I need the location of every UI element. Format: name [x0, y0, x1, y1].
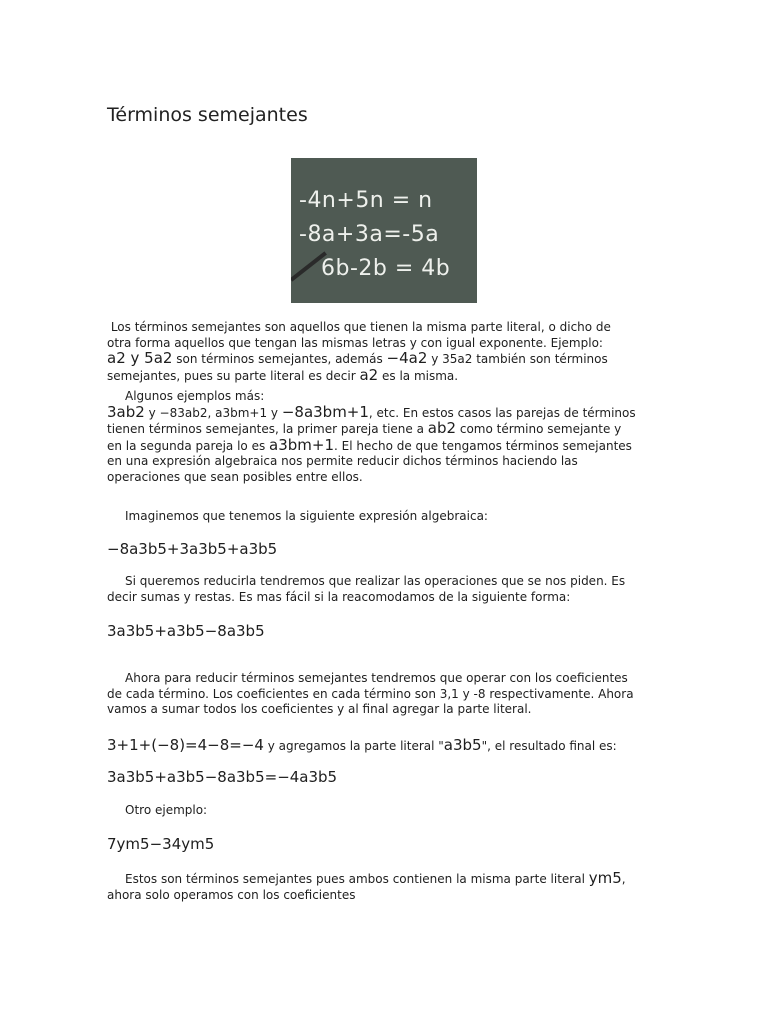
- expression-3: 3+1+(−8)=4−8=−4 y agregamos la parte literal "a3b5", el resultado final es:: [107, 736, 617, 754]
- paragraph-intro: Los términos semejantes son aquellos que tienen la misma parte literal, o dicho de otra forma aquellos que tengan las mismas letras y con igual exponente. Ejemplo: a2 y 5a2 son términos semejantes, además −4a2 y 35a2 también son términos semejantes, pues su parte literal es decir a2 es la misma.: [107, 320, 611, 384]
- chalk-line-3: 6b-2b = 4b: [321, 256, 451, 281]
- expression-2: 3a3b5+a3b5−8a3b5: [107, 622, 265, 640]
- paragraph-conclusion: Estos son términos semejantes pues ambos contienen la misma parte literal ym5, ahora solo operamos con los coeficientes: [107, 869, 626, 902]
- page-title: Términos semejantes: [107, 104, 308, 126]
- expression-1: −8a3b5+3a3b5+a3b5: [107, 540, 278, 558]
- paragraph-imagine: Imaginemos que tenemos la siguiente expresión algebraica:: [125, 509, 488, 523]
- paragraph-examples: Algunos ejemplos más: 3ab2 y −83ab2, a3bm+1 y −8a3bm+1, etc. En estos casos las parejas de términos tienen términos semejantes, la primer pareja tiene a ab2 como término semejante y en la segunda pareja lo es a3bm+1. El hecho de que tengamos términos semejantes en una expresión algebraica nos permite reducir dichos términos haciendo las operaciones que sean posibles entre ellos.: [107, 389, 636, 484]
- paragraph-another-example: Otro ejemplo:: [125, 803, 208, 817]
- paragraph-coefficients: Ahora para reducir términos semejantes tendremos que operar con los coeficientes de cada término. Los coeficientes en cada término son 3,1 y -8 respectivamente. Ahora vamos a sumar todos los coeficientes y al final agregar la parte literal.: [107, 671, 634, 716]
- expression-5: 7ym5−34ym5: [107, 835, 215, 853]
- chalk-line-1: -4n+5n = n: [299, 188, 433, 213]
- chalk-line-2: -8a+3a=-5a: [299, 222, 440, 247]
- paragraph-reduce: Si queremos reducirla tendremos que realizar las operaciones que se nos piden. Es decir sumas y restas. Es mas fácil si la reacomodamos de la siguiente forma:: [107, 574, 626, 604]
- chalkboard-image: [291, 158, 477, 303]
- expression-4: 3a3b5+a3b5−8a3b5=−4a3b5: [107, 768, 338, 786]
